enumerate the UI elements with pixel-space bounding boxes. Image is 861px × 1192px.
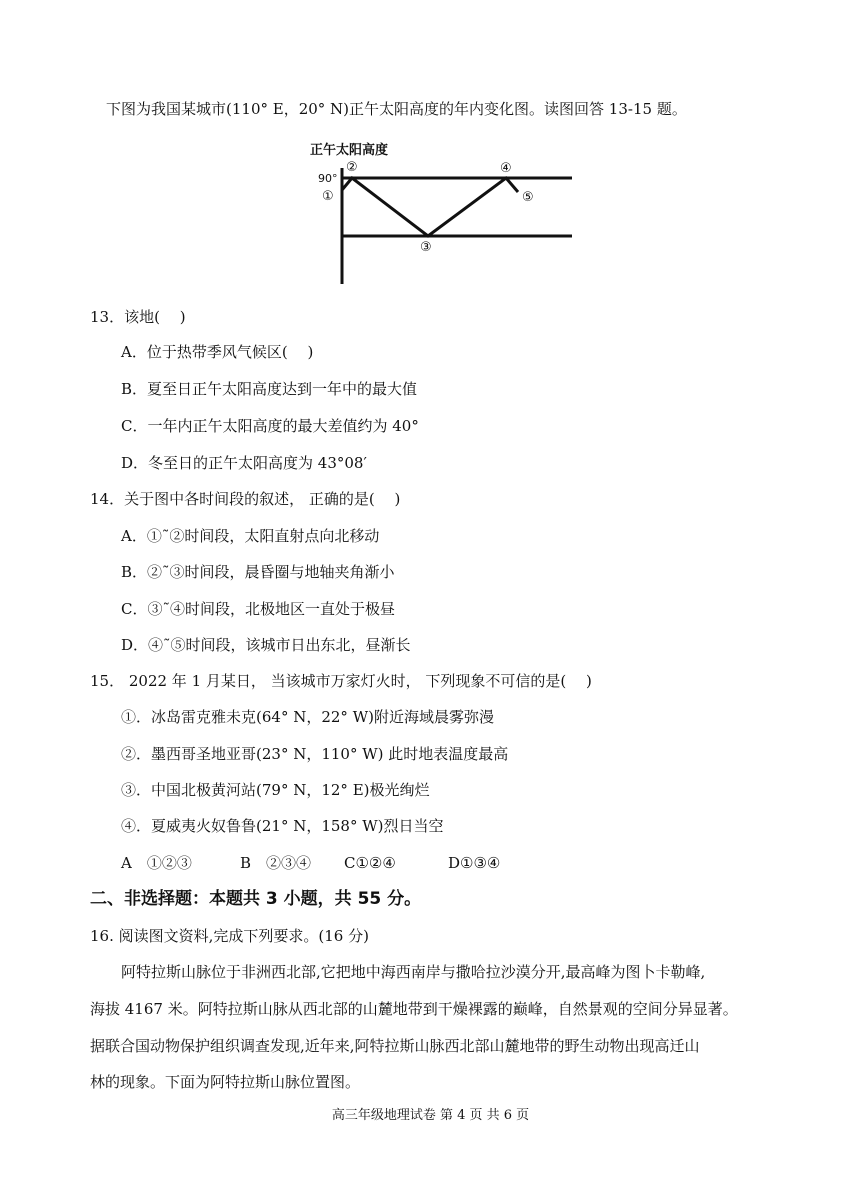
- q14-option-d: D．④˜⑤时间段，该城市日出东北，昼渐长: [121, 636, 411, 654]
- q15-item-4: ④．夏威夷火奴鲁鲁(21° N，158° W)烈日当空: [121, 817, 444, 835]
- marker-4: ④: [500, 161, 512, 176]
- q15-choice-b: B ②③④: [240, 854, 312, 872]
- q15-choice-c: C①②④: [344, 854, 396, 872]
- marker-1: ①: [322, 189, 334, 204]
- figure-title: 正午太阳高度: [310, 143, 389, 158]
- sun-altitude-figure: [300, 138, 580, 286]
- q16-stem: 16. 阅读图文资料,完成下列要求。(16 分): [90, 927, 369, 945]
- q15-choice-d: D①③④: [448, 854, 501, 872]
- q14-option-b: B．②˜③时间段，晨昏圈与地轴夹角渐小: [121, 563, 395, 581]
- q15-item-1: ①．冰岛雷克雅未克(64° N，22° W)附近海域晨雾弥漫: [121, 708, 494, 726]
- q15-item-2: ②．墨西哥圣地亚哥(23° N，110° W) 此时地表温度最高: [121, 745, 509, 763]
- q13-option-c: C．一年内正午太阳高度的最大差值约为 40°: [121, 417, 419, 435]
- q16-para-line-1: 阿特拉斯山脉位于非洲西北部,它把地中海西南岸与撒哈拉沙漠分开,最高峰为图卜卡勒峰,: [121, 963, 706, 981]
- marker-5: ⑤: [522, 190, 534, 205]
- q15-item-3: ③．中国北极黄河站(79° N，12° E)极光绚烂: [121, 781, 430, 799]
- q16-para-line-2: 海拔 4167 米。阿特拉斯山脉从西北部的山麓地带到干燥裸露的巅峰，自然景观的空间分异显著。: [90, 1000, 738, 1018]
- q16-para-line-4: 林的现象。下面为阿特拉斯山脉位置图。: [90, 1073, 361, 1091]
- q13-option-b: B．夏至日正午太阳高度达到一年中的最大值: [121, 380, 418, 398]
- marker-2: ②: [346, 160, 358, 175]
- q14-option-c: C．③˜④时间段，北极地区一直处于极昼: [121, 600, 395, 618]
- q13-option-a: A．位于热带季风气候区( ): [121, 343, 314, 361]
- q13-stem: 13．该地( ): [90, 308, 186, 326]
- intro-text: 下图为我国某城市(110° E，20° N)正午太阳高度的年内变化图。读图回答 13-15 题。: [106, 100, 687, 118]
- q14-stem: 14．关于图中各时间段的叙述， 正确的是( ): [90, 490, 401, 508]
- section2-heading: 二、非选择题：本题共 3 小题，共 55 分。: [90, 889, 422, 909]
- q14-option-a: A．①˜②时间段，太阳直射点向北移动: [121, 527, 380, 545]
- q15-choice-a: A ①②③: [121, 854, 192, 872]
- q13-option-d: D．冬至日的正午太阳高度为 43°08′: [121, 454, 367, 472]
- q16-para-line-3: 据联合国动物保护组织调查发现,近年来,阿特拉斯山脉西北部山麓地带的野生动物出现高迁山: [90, 1037, 700, 1055]
- q15-stem: 15． 2022 年 1 月某日， 当该城市万家灯火时， 下列现象不可信的是( ): [90, 672, 592, 690]
- label-90: 90°: [318, 172, 338, 185]
- altitude-curve: [342, 178, 518, 236]
- marker-3: ③: [420, 240, 432, 255]
- page-footer: 高三年级地理试卷 第 4 页 共 6 页: [331, 1108, 530, 1123]
